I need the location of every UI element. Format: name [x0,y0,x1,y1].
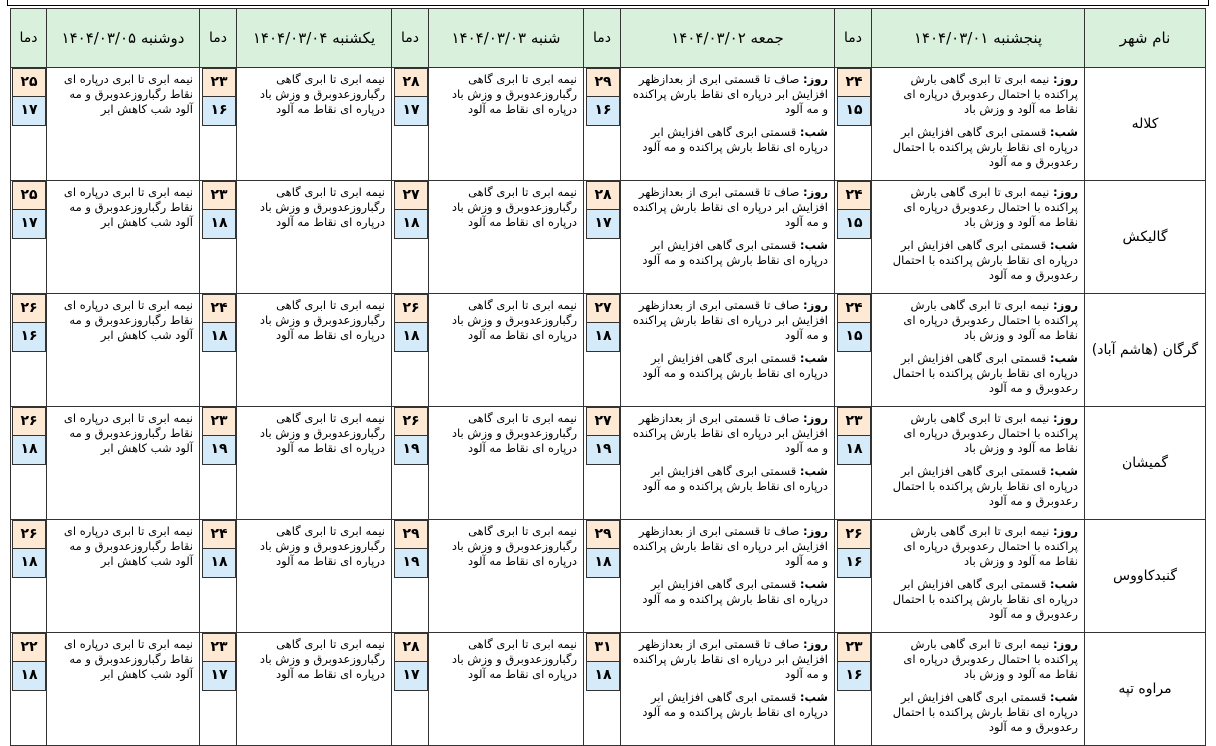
day-text: نیمه ابری تا ابری گاهی بارش پراکنده با احتمال رعدوبرق درپاره ای نقاط مه آلود و وزش باد [903,637,1078,681]
forecast-desc-1 [872,181,1085,294]
city-row [11,407,1206,520]
day-text: صاف تا قسمتی ابری از بعدازظهر افزایش ابر درپاره ای نقاط بارش پراکنده و مه آلود [632,637,828,681]
header-city: نام شهر [1085,9,1206,68]
header-day-3: شنبه ۱۴۰۴/۰۳/۰۳ [429,9,584,68]
forecast-desc-5 [47,181,200,294]
day-forecast [878,72,1078,117]
night-label: شب: [799,238,828,252]
city-name: گالیکش [1085,181,1206,294]
day-text: صاف تا قسمتی ابری از بعدازظهر افزایش ابر درپاره ای نقاط بارش پراکنده و مه آلود [632,411,828,455]
night-forecast [878,125,1078,170]
night-text: قسمتی ابری گاهی افزایش ابر درپاره ای نقاط بارش پراکنده با احتمال رعدوبرق و مه آلود [892,351,1078,395]
night-label: شب: [1049,577,1078,591]
temp-cell-3 [392,633,429,746]
min-temp: ۱۸ [586,662,620,691]
max-temp: ۲۶ [394,407,428,436]
day-text: نیمه ابری تا ابری گاهی بارش پراکنده با احتمال رعدوبرق درپاره ای نقاط مه آلود و وزش باد [903,185,1078,229]
night-text: قسمتی ابری گاهی افزایش ابر درپاره ای نقاط بارش پراکنده با احتمال رعدوبرق و مه آلود [892,125,1078,169]
temp-cell-1 [835,633,872,746]
max-temp: ۲۳ [837,633,871,662]
header-temp-1: دما [835,9,872,68]
day-forecast [627,185,828,230]
night-forecast [878,238,1078,283]
min-temp: ۱۸ [202,323,236,352]
night-text: قسمتی ابری گاهی افزایش ابر درپاره ای نقاط بارش پراکنده با احتمال رعدوبرق و مه آلود [892,577,1078,621]
city-row [11,181,1206,294]
forecast-text: نیمه ابری تا ابری گاهی رگباروزعدوبرق و وزش باد درپاره ای نقاط مه آلود [451,637,577,681]
temp-cell-3 [392,68,429,181]
max-temp: ۲۲ [12,633,46,662]
header-temp-5: دما [11,9,47,68]
temp-cell-1 [835,294,872,407]
temp-cell-2 [584,633,621,746]
day-text: صاف تا قسمتی ابری از بعدازظهر افزایش ابر درپاره ای نقاط بارش پراکنده و مه آلود [632,72,828,116]
max-temp: ۲۶ [837,520,871,549]
temp-cell-5 [11,520,47,633]
min-temp: ۱۷ [394,97,428,126]
forecast-text: نیمه ابری تا ابری درپاره ای نقاط رگباروزعدوبرق و مه آلود شب کاهش ابر [63,298,193,342]
temp-cell-1 [835,520,872,633]
forecast-desc-1 [872,633,1085,746]
max-temp: ۲۴ [837,68,871,97]
min-temp: ۱۸ [586,323,620,352]
night-text: قسمتی ابری گاهی افزایش ابر درپاره ای نقاط بارش پراکنده و مه آلود [642,464,828,493]
city-name: کلاله [1085,68,1206,181]
min-temp: ۱۷ [202,662,236,691]
min-temp: ۱۹ [394,549,428,578]
temp-cell-1 [835,181,872,294]
forecast-desc-3 [429,407,584,520]
min-temp: ۱۸ [586,549,620,578]
forecast-table [10,8,1206,746]
forecast-desc-1 [872,68,1085,181]
min-temp: ۱۸ [12,662,46,691]
header-temp-3: دما [392,9,429,68]
forecast-desc-5 [47,294,200,407]
min-temp: ۱۸ [202,549,236,578]
forecast-text: نیمه ابری تا ابری گاهی رگباروزعدوبرق و وزش باد درپاره ای نقاط مه آلود [259,185,385,229]
forecast-text: نیمه ابری تا ابری گاهی رگباروزعدوبرق و وزش باد درپاره ای نقاط مه آلود [451,411,577,455]
day-label: روز: [1053,72,1078,86]
forecast-text: نیمه ابری تا ابری گاهی رگباروزعدوبرق و وزش باد درپاره ای نقاط مه آلود [259,411,385,455]
city-row [11,633,1206,746]
day-label: روز: [803,72,828,86]
day-label: روز: [803,298,828,312]
forecast-text: نیمه ابری تا ابری گاهی رگباروزعدوبرق و وزش باد درپاره ای نقاط مه آلود [451,524,577,568]
min-temp: ۱۸ [12,549,46,578]
max-temp: ۲۶ [12,407,46,436]
night-label: شب: [799,577,828,591]
city-row [11,520,1206,633]
night-forecast [627,125,828,155]
min-temp: ۱۵ [837,323,871,352]
temp-cell-3 [392,407,429,520]
min-temp: ۱۷ [394,662,428,691]
header-temp-2: دما [584,9,621,68]
min-temp: ۱۷ [12,97,46,126]
max-temp: ۲۶ [12,294,46,323]
max-temp: ۲۴ [837,294,871,323]
max-temp: ۲۶ [394,294,428,323]
night-label: شب: [799,351,828,365]
forecast-desc-4 [237,181,392,294]
temp-cell-4 [200,181,237,294]
max-temp: ۲۳ [837,407,871,436]
forecast-desc-5 [47,633,200,746]
city-row [11,294,1206,407]
day-label: روز: [803,185,828,199]
min-temp: ۱۶ [837,662,871,691]
night-forecast [878,577,1078,622]
max-temp: ۲۷ [586,294,620,323]
temp-cell-2 [584,68,621,181]
max-temp: ۲۸ [394,68,428,97]
forecast-text: نیمه ابری تا ابری گاهی رگباروزعدوبرق و وزش باد درپاره ای نقاط مه آلود [259,72,385,116]
temp-cell-2 [584,407,621,520]
forecast-desc-2 [621,68,835,181]
temp-cell-1 [835,68,872,181]
night-text: قسمتی ابری گاهی افزایش ابر درپاره ای نقاط بارش پراکنده با احتمال رعدوبرق و مه آلود [892,238,1078,282]
min-temp: ۱۶ [202,97,236,126]
day-label: روز: [1053,411,1078,425]
day-text: صاف تا قسمتی ابری از بعدازظهر افزایش ابر درپاره ای نقاط بارش پراکنده و مه آلود [632,185,828,229]
forecast-text: نیمه ابری تا ابری گاهی رگباروزعدوبرق و وزش باد درپاره ای نقاط مه آلود [259,524,385,568]
day-text: نیمه ابری تا ابری گاهی بارش پراکنده با احتمال رعدوبرق درپاره ای نقاط مه آلود و وزش باد [903,72,1078,116]
forecast-desc-5 [47,520,200,633]
temp-cell-3 [392,294,429,407]
min-temp: ۱۶ [837,549,871,578]
day-forecast [878,524,1078,569]
temp-cell-5 [11,633,47,746]
temp-cell-5 [11,294,47,407]
day-label: روز: [1053,298,1078,312]
city-name: گمیشان [1085,407,1206,520]
day-label: روز: [803,637,828,651]
temp-cell-2 [584,181,621,294]
forecast-text: نیمه ابری تا ابری درپاره ای نقاط رگباروزعدوبرق و مه آلود شب کاهش ابر [63,185,193,229]
temp-cell-5 [11,181,47,294]
forecast-text: نیمه ابری تا ابری گاهی رگباروزعدوبرق و وزش باد درپاره ای نقاط مه آلود [451,298,577,342]
day-forecast [878,185,1078,230]
max-temp: ۲۴ [837,181,871,210]
city-name: گنبدکاووس [1085,520,1206,633]
city-name: گرگان (هاشم آباد) [1085,294,1206,407]
day-text: نیمه ابری تا ابری گاهی بارش پراکنده با احتمال رعدوبرق درپاره ای نقاط مه آلود و وزش باد [903,524,1078,568]
city-name: مراوه تپه [1085,633,1206,746]
night-forecast [627,351,828,381]
night-label: شب: [799,464,828,478]
day-label: روز: [1053,524,1078,538]
forecast-text: نیمه ابری تا ابری درپاره ای نقاط رگباروزعدوبرق و مه آلود شب کاهش ابر [63,411,193,455]
min-temp: ۱۷ [586,210,620,239]
forecast-desc-1 [872,294,1085,407]
day-label: روز: [803,411,828,425]
city-row [11,68,1206,181]
temp-cell-4 [200,68,237,181]
forecast-text: نیمه ابری تا ابری درپاره ای نقاط رگباروزعدوبرق و مه آلود شب کاهش ابر [63,637,193,681]
forecast-desc-5 [47,68,200,181]
day-forecast [878,411,1078,456]
temp-cell-1 [835,407,872,520]
max-temp: ۲۵ [12,181,46,210]
min-temp: ۱۸ [394,323,428,352]
max-temp: ۲۳ [202,407,236,436]
night-forecast [878,351,1078,396]
temp-cell-3 [392,181,429,294]
max-temp: ۲۷ [394,181,428,210]
forecast-desc-1 [872,520,1085,633]
temp-cell-5 [11,68,47,181]
forecast-desc-3 [429,633,584,746]
forecast-desc-3 [429,294,584,407]
night-label: شب: [1049,351,1078,365]
header-temp-4: دما [200,9,237,68]
temp-cell-5 [11,407,47,520]
max-temp: ۲۹ [394,520,428,549]
min-temp: ۱۹ [394,436,428,465]
night-label: شب: [1049,690,1078,704]
forecast-desc-3 [429,181,584,294]
forecast-desc-4 [237,520,392,633]
forecast-desc-2 [621,520,835,633]
forecast-text: نیمه ابری تا ابری درپاره ای نقاط رگباروزعدوبرق و مه آلود شب کاهش ابر [63,72,193,116]
night-forecast [627,464,828,494]
header-day-2: جمعه ۱۴۰۴/۰۳/۰۲ [621,9,835,68]
max-temp: ۲۴ [202,520,236,549]
header-row [11,9,1206,68]
night-forecast [627,238,828,268]
day-label: روز: [1053,637,1078,651]
max-temp: ۲۴ [202,294,236,323]
min-temp: ۱۵ [837,97,871,126]
forecast-desc-5 [47,407,200,520]
temp-cell-4 [200,294,237,407]
temp-cell-2 [584,520,621,633]
forecast-desc-2 [621,294,835,407]
forecast-desc-4 [237,294,392,407]
night-text: قسمتی ابری گاهی افزایش ابر درپاره ای نقاط بارش پراکنده و مه آلود [642,577,828,606]
night-text: قسمتی ابری گاهی افزایش ابر درپاره ای نقاط بارش پراکنده و مه آلود [642,125,828,154]
max-temp: ۲۳ [202,633,236,662]
day-text: صاف تا قسمتی ابری از بعدازظهر افزایش ابر درپاره ای نقاط بارش پراکنده و مه آلود [632,298,828,342]
night-label: شب: [1049,464,1078,478]
night-forecast [627,577,828,607]
min-temp: ۱۹ [202,436,236,465]
forecast-desc-2 [621,181,835,294]
temp-cell-4 [200,633,237,746]
top-border [7,0,1209,6]
night-label: شب: [799,125,828,139]
day-label: روز: [803,524,828,538]
max-temp: ۲۵ [12,68,46,97]
night-forecast [878,464,1078,509]
day-forecast [627,524,828,569]
forecast-desc-3 [429,520,584,633]
header-day-5: دوشنبه ۱۴۰۴/۰۳/۰۵ [47,9,200,68]
min-temp: ۱۸ [837,436,871,465]
night-label: شب: [799,690,828,704]
temp-cell-4 [200,520,237,633]
day-text: صاف تا قسمتی ابری از بعدازظهر افزایش ابر درپاره ای نقاط بارش پراکنده و مه آلود [632,524,828,568]
forecast-text: نیمه ابری تا ابری گاهی رگباروزعدوبرق و وزش باد درپاره ای نقاط مه آلود [259,298,385,342]
max-temp: ۲۹ [586,520,620,549]
forecast-desc-2 [621,633,835,746]
max-temp: ۲۶ [12,520,46,549]
max-temp: ۲۳ [202,68,236,97]
forecast-text: نیمه ابری تا ابری گاهی رگباروزعدوبرق و وزش باد درپاره ای نقاط مه آلود [451,185,577,229]
forecast-desc-4 [237,633,392,746]
day-text: نیمه ابری تا ابری گاهی بارش پراکنده با احتمال رعدوبرق درپاره ای نقاط مه آلود و وزش باد [903,298,1078,342]
min-temp: ۱۸ [394,210,428,239]
max-temp: ۲۳ [202,181,236,210]
min-temp: ۱۷ [12,210,46,239]
min-temp: ۱۶ [12,323,46,352]
header-day-1: پنجشنبه ۱۴۰۴/۰۳/۰۱ [872,9,1085,68]
night-text: قسمتی ابری گاهی افزایش ابر درپاره ای نقاط بارش پراکنده و مه آلود [642,351,828,380]
day-label: روز: [1053,185,1078,199]
max-temp: ۲۷ [586,407,620,436]
max-temp: ۲۸ [394,633,428,662]
day-forecast [627,298,828,343]
min-temp: ۱۸ [202,210,236,239]
min-temp: ۱۶ [586,97,620,126]
day-forecast [878,637,1078,682]
min-temp: ۱۵ [837,210,871,239]
night-label: شب: [1049,125,1078,139]
temp-cell-3 [392,520,429,633]
forecast-desc-2 [621,407,835,520]
temp-cell-2 [584,294,621,407]
min-temp: ۱۸ [12,436,46,465]
min-temp: ۱۹ [586,436,620,465]
day-forecast [627,637,828,682]
night-forecast [878,690,1078,735]
night-text: قسمتی ابری گاهی افزایش ابر درپاره ای نقاط بارش پراکنده و مه آلود [642,238,828,267]
day-forecast [627,72,828,117]
forecast-desc-1 [872,407,1085,520]
night-label: شب: [1049,238,1078,252]
forecast-desc-3 [429,68,584,181]
max-temp: ۲۸ [586,181,620,210]
forecast-text: نیمه ابری تا ابری گاهی رگباروزعدوبرق و وزش باد درپاره ای نقاط مه آلود [451,72,577,116]
temp-cell-4 [200,407,237,520]
header-day-4: یکشنبه ۱۴۰۴/۰۳/۰۴ [237,9,392,68]
forecast-desc-4 [237,407,392,520]
day-forecast [627,411,828,456]
forecast-text: نیمه ابری تا ابری گاهی رگباروزعدوبرق و وزش باد درپاره ای نقاط مه آلود [259,637,385,681]
night-text: قسمتی ابری گاهی افزایش ابر درپاره ای نقاط بارش پراکنده با احتمال رعدوبرق و مه آلود [892,690,1078,734]
max-temp: ۲۹ [586,68,620,97]
night-text: قسمتی ابری گاهی افزایش ابر درپاره ای نقاط بارش پراکنده با احتمال رعدوبرق و مه آلود [892,464,1078,508]
night-text: قسمتی ابری گاهی افزایش ابر درپاره ای نقاط بارش پراکنده و مه آلود [642,690,828,719]
max-temp: ۳۱ [586,633,620,662]
day-forecast [878,298,1078,343]
forecast-text: نیمه ابری تا ابری درپاره ای نقاط رگباروزعدوبرق و مه آلود شب کاهش ابر [63,524,193,568]
forecast-desc-4 [237,68,392,181]
day-text: نیمه ابری تا ابری گاهی بارش پراکنده با احتمال رعدوبرق درپاره ای نقاط مه آلود و وزش باد [903,411,1078,455]
